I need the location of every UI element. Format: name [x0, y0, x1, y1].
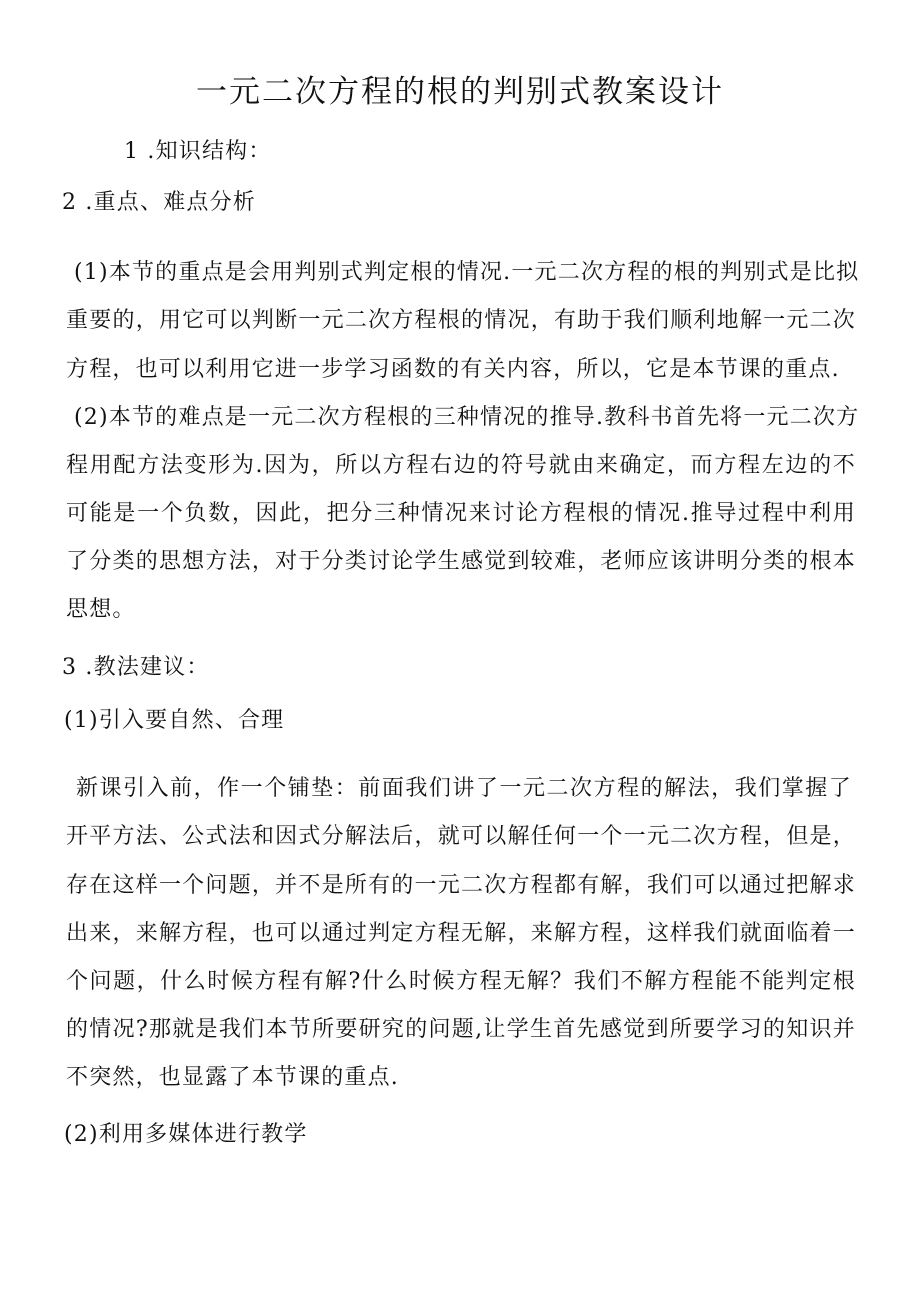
paragraph-introduction-line-6: 的情况?那就是我们本节所要研究的问题,让学生首先感觉到所要学习的知识并	[66, 1017, 856, 1042]
paragraph-introduction-line-1: 新课引入前，作一个铺垫：前面我们讲了一元二次方程的解法，我们掌握了	[76, 776, 852, 801]
paragraph-introduction-line-5: 个问题，什么时候方程有解?什么时候方程无解？我们不解方程能不能判定根	[66, 969, 856, 994]
paragraph-difficulty-line-5: 思想。	[66, 597, 136, 622]
subheading-introduction: (1)引入要自然、合理	[64, 708, 285, 733]
section-heading-teaching-suggestions: 3 .教法建议：	[62, 655, 210, 680]
paragraph-difficulty-line-3: 可能是一个负数，因此，把分三种情况来讨论方程根的情况.推导过程中利用	[66, 501, 856, 526]
paragraph-introduction-line-4: 出来，来解方程，也可以通过判定方程无解，来解方程，这样我们就面临着一	[66, 921, 856, 946]
paragraph-introduction-line-3: 存在这样一个问题，并不是所有的一元二次方程都有解，我们可以通过把解求	[66, 873, 856, 898]
document-title: 一元二次方程的根的判别式教案设计	[196, 74, 724, 110]
section-heading-key-points: 2 .重点、难点分析	[62, 190, 256, 215]
paragraph-difficulty-line-4: 了分类的思想方法，对于分类讨论学生感觉到较难，老师应该讲明分类的根本	[66, 549, 856, 574]
paragraph-key-point-line-3: 方程，也可以利用它进一步学习函数的有关内容，所以，它是本节课的重点.	[66, 357, 840, 382]
paragraph-key-point-line-1: (1)本节的重点是会用判别式判定根的情况.一元二次方程的根的判别式是比拟	[74, 260, 860, 285]
subheading-multimedia: (2)利用多媒体进行教学	[64, 1122, 308, 1147]
paragraph-difficulty-line-1: (2)本节的难点是一元二次方程根的三种情况的推导.教科书首先将一元二次方	[74, 405, 860, 430]
paragraph-introduction-line-7: 不突然，也显露了本节课的重点.	[66, 1065, 399, 1090]
paragraph-difficulty-line-2: 程用配方法变形为.因为，所以方程右边的符号就由来确定，而方程左边的不	[66, 453, 856, 478]
paragraph-key-point-line-2: 重要的，用它可以判断一元二次方程根的情况，有助于我们顺利地解一元二次	[66, 308, 856, 333]
section-heading-knowledge-structure: 1 .知识结构：	[124, 139, 272, 164]
paragraph-introduction-line-2: 开平方法、公式法和因式分解法后，就可以解任何一个一元二次方程，但是，	[66, 824, 856, 849]
